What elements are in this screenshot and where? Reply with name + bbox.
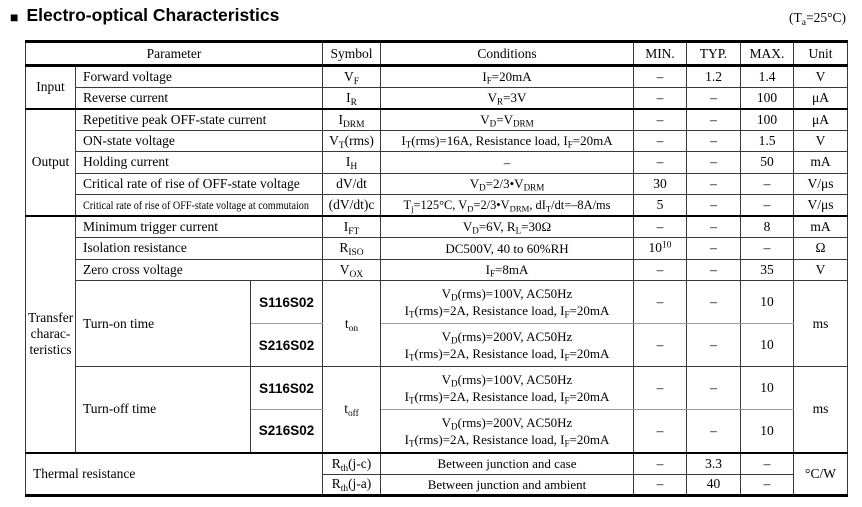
parameter-cell: Reverse current (76, 87, 323, 109)
group-cell: Input (26, 66, 76, 109)
table-row (26, 173, 848, 195)
unit-cell: Ω (794, 238, 848, 260)
parameter-cell: Minimum trigger current (76, 216, 323, 238)
unit-cell: mA (794, 152, 848, 174)
typ-cell: – (687, 130, 741, 152)
max-cell: 35 (741, 259, 794, 281)
max-cell: 100 (741, 109, 794, 131)
unit-cell: V (794, 66, 848, 88)
symbol-cell: $I_{DRM}$ (323, 109, 381, 131)
parameter-cell: Isolation resistance (76, 238, 323, 260)
min-cell: 5 (634, 195, 687, 217)
typ-cell: – (687, 152, 741, 174)
parameter-cell: Forward voltage (76, 66, 323, 88)
max-cell: 8 (741, 216, 794, 238)
unit-cell: V/μs (794, 195, 848, 217)
conditions-cell: $V_D(rms)=200V$, AC50Hz $I_T(rms)=2A$, Resistance load, $I_F=20mA$ (381, 324, 634, 367)
model-cell: S116S02 (251, 367, 323, 410)
symbol-cell: (dV/dt)c (323, 195, 381, 217)
max-cell: 1.5 (741, 130, 794, 152)
parameter-text: Critical rate of rise of OFF-state voltage at commutaion (83, 198, 309, 212)
min-cell: – (634, 453, 687, 475)
header-typ: TYP. (687, 42, 741, 66)
typ-cell: – (687, 281, 741, 324)
temperature-note: $(T_a=25^\circ C)$ (789, 10, 846, 28)
max-cell: – (741, 453, 794, 475)
symbol-cell: $R_{th}(j-a)$ (323, 474, 381, 496)
max-cell: 10 (741, 410, 794, 453)
typ-cell: – (687, 367, 741, 410)
conditions-cell: $T_j=125^\circ C$, $V_D=2/3•V_{DRM}$, $dI_T/dt=-8A/ms$ (381, 195, 634, 217)
max-cell: 100 (741, 87, 794, 109)
min-cell: – (634, 109, 687, 131)
typ-cell: 40 (687, 474, 741, 496)
unit-cell: V/μs (794, 173, 848, 195)
min-cell: – (634, 152, 687, 174)
symbol-cell: $I_H$ (323, 152, 381, 174)
max-cell: 50 (741, 152, 794, 174)
typ-cell: – (687, 238, 741, 260)
conditions-cell: DC500V, 40 to 60%RH (381, 238, 634, 260)
typ-cell: – (687, 216, 741, 238)
parameter-cell: Repetitive peak OFF-state current (76, 109, 323, 131)
characteristics-table (25, 40, 848, 497)
max-cell: 10 (741, 281, 794, 324)
min-cell: – (634, 130, 687, 152)
symbol-cell: $t_{on}$ (323, 281, 381, 367)
max-cell: – (741, 474, 794, 496)
unit-cell: μA (794, 87, 848, 109)
typ-cell: – (687, 259, 741, 281)
group-cell: Transfer charac- teristics (26, 216, 76, 453)
model-cell: S216S02 (251, 410, 323, 453)
conditions-cell: Between junction and case (381, 453, 634, 475)
max-cell: 1.4 (741, 66, 794, 88)
conditions-cell: – (381, 152, 634, 174)
min-cell: – (634, 474, 687, 496)
symbol-cell: dV/dt (323, 173, 381, 195)
symbol-cell: $V_F$ (323, 66, 381, 88)
group-cell: Output (26, 109, 76, 217)
table-row (26, 195, 848, 217)
conditions-cell: $V_D=V_{DRM}$ (381, 109, 634, 131)
conditions-cell: $V_D(rms)=100V$, AC50Hz $I_T(rms)=2A$, Resistance load, $I_F=20mA$ (381, 367, 634, 410)
max-cell: 10 (741, 324, 794, 367)
typ-cell: 1.2 (687, 66, 741, 88)
conditions-cell: $I_F=8mA$ (381, 259, 634, 281)
max-cell: – (741, 173, 794, 195)
min-cell: – (634, 410, 687, 453)
title-bar (10, 5, 850, 26)
typ-cell: – (687, 87, 741, 109)
parameter-cell: Zero cross voltage (76, 259, 323, 281)
conditions-cell: $V_D(rms)=100V$, AC50Hz $I_T(rms)=2A$, Resistance load, $I_F=20mA$ (381, 281, 634, 324)
typ-cell: – (687, 109, 741, 131)
min-cell: – (634, 66, 687, 88)
symbol-cell: $R_{th}(j-c)$ (323, 453, 381, 475)
table-row (26, 87, 848, 109)
parameter-cell: Turn-on time (76, 281, 251, 367)
header-row (26, 42, 848, 66)
symbol-cell: $V_T(rms)$ (323, 130, 381, 152)
unit-cell: V (794, 130, 848, 152)
section-title-text: Electro-optical Characteristics (26, 5, 280, 25)
symbol-cell: $t_{off}$ (323, 367, 381, 453)
table-row (26, 238, 848, 260)
unit-cell: °C/W (794, 453, 848, 496)
header-parameter: Parameter (26, 42, 323, 66)
model-cell: S116S02 (251, 281, 323, 324)
max-cell: – (741, 238, 794, 260)
typ-cell: 3.3 (687, 453, 741, 475)
conditions-cell: $I_F=20mA$ (381, 66, 634, 88)
symbol-cell: $I_{FT}$ (323, 216, 381, 238)
table-row (26, 152, 848, 174)
symbol-cell: $V_{OX}$ (323, 259, 381, 281)
min-cell: $10^{10}$ (634, 238, 687, 260)
parameter-cell: ON-state voltage (76, 130, 323, 152)
max-cell: – (741, 195, 794, 217)
table-row (26, 453, 848, 475)
min-cell: – (634, 281, 687, 324)
model-cell: S216S02 (251, 324, 323, 367)
conditions-cell: $V_D=2/3•V_{DRM}$ (381, 173, 634, 195)
header-conditions: Conditions (381, 42, 634, 66)
symbol-cell: $R_{ISO}$ (323, 238, 381, 260)
table-row (26, 367, 848, 410)
conditions-cell: $V_D=6V$, $R_L=30\Omega$ (381, 216, 634, 238)
typ-cell: – (687, 324, 741, 367)
header-min: MIN. (634, 42, 687, 66)
typ-cell: – (687, 195, 741, 217)
min-cell: – (634, 259, 687, 281)
unit-cell: ms (794, 281, 848, 367)
parameter-cell: Holding current (76, 152, 323, 174)
min-cell: – (634, 216, 687, 238)
section-title (10, 5, 279, 26)
unit-cell: μA (794, 109, 848, 131)
unit-cell: mA (794, 216, 848, 238)
table-row (26, 66, 848, 88)
header-unit: Unit (794, 42, 848, 66)
max-cell: 10 (741, 367, 794, 410)
min-cell: 30 (634, 173, 687, 195)
conditions-cell: $V_D(rms)=200V$, AC50Hz $I_T(rms)=2A$, Resistance load, $I_F=20mA$ (381, 410, 634, 453)
conditions-cell: $V_R=3V$ (381, 87, 634, 109)
symbol-cell: $I_R$ (323, 87, 381, 109)
min-cell: – (634, 324, 687, 367)
unit-cell: ms (794, 367, 848, 453)
table-row (26, 259, 848, 281)
parameter-cell: Critical rate of rise of OFF-state voltage (76, 173, 323, 195)
parameter-cell (76, 195, 323, 217)
header-max: MAX. (741, 42, 794, 66)
parameter-cell: Thermal resistance (26, 453, 323, 496)
square-bullet-icon: ■ (10, 8, 19, 25)
table-row (26, 109, 848, 131)
table-row (26, 281, 848, 324)
unit-cell: V (794, 259, 848, 281)
min-cell: – (634, 367, 687, 410)
table-row (26, 130, 848, 152)
min-cell: – (634, 87, 687, 109)
parameter-cell: Turn-off time (76, 367, 251, 453)
header-symbol: Symbol (323, 42, 381, 66)
typ-cell: – (687, 173, 741, 195)
table-row (26, 216, 848, 238)
conditions-cell: $I_T(rms)=16A$, Resistance load, $I_F=20mA$ (381, 130, 634, 152)
typ-cell: – (687, 410, 741, 453)
conditions-cell: Between junction and ambient (381, 474, 634, 496)
